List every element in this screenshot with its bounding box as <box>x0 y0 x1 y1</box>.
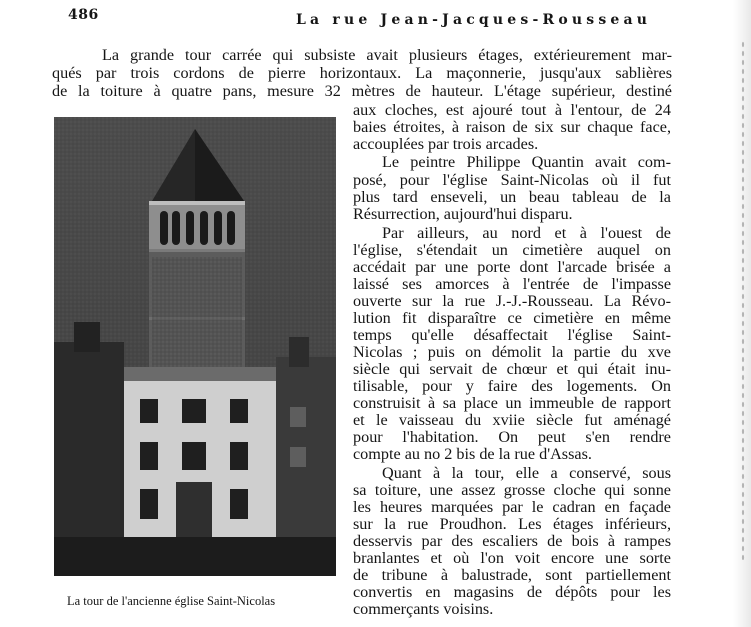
text-line: sa toiture, une assez grosse cloche qui sonne <box>353 481 671 499</box>
text-line: aux cloches, est ajouré tout à l'entour, de 24 <box>353 101 671 119</box>
text-line: posé, pour l'église Saint-Nicolas où il fut <box>353 171 671 189</box>
text-line: laissé ses amorces à l'entrée de l'impasse <box>353 275 671 293</box>
text-line: qués par trois cordons de pierre horizontaux. La maçonnerie, jusqu'aux sablières <box>52 64 672 82</box>
text-line: de la toiture à quatre pans, mesure 32 mètres de hauteur. L'étage supérieur, destiné <box>52 82 672 100</box>
figure-caption: La tour de l'ancienne église Saint-Nicolas <box>67 594 276 608</box>
text-line: Par ailleurs, au nord et à l'ouest de <box>382 224 671 242</box>
text-line: plus tard enseveli, un beau tableau de la <box>353 188 671 206</box>
scan-noise <box>741 40 745 560</box>
text-line: baies étroites, à raison de six sur chaque face, <box>353 118 671 136</box>
text-line: les heures marquées par le cadran en façade <box>353 498 671 516</box>
text-line: l'église, s'étendait un cimetière auquel on <box>353 241 671 259</box>
text-line: convertis en magasins de dépôts pour les <box>353 583 671 601</box>
text-line: desservis par des escaliers de bois à rampes <box>353 532 671 550</box>
text-line: ouverte sur la rue J.-J.-Rousseau. La Révo- <box>353 292 671 310</box>
text-line: siècle qui servait de chœur et qui était inu- <box>353 360 671 378</box>
text-line: Nicolas ; puis on démolit la partie du xve <box>353 343 671 361</box>
text-line: Quant à la tour, elle a conservé, sous <box>382 464 671 482</box>
text-line: et le vaisseau du xviie siècle fut aménagé <box>353 411 671 429</box>
text-line: Le peintre Philippe Quantin avait com- <box>382 153 671 171</box>
scan-edge <box>733 0 751 627</box>
text-line: temps qu'elle désaffectait l'église Saint- <box>353 326 671 344</box>
text-line: sur la rue Proudhon. Les étages inférieurs, <box>353 515 671 533</box>
text-line: compte au no 2 bis de la rue d'Assas. <box>353 445 592 463</box>
text-line: de tribune à balustrade, sont partiellement <box>353 566 671 584</box>
text-line: construisit à sa place un immeuble de rapport <box>353 394 671 412</box>
tower-photograph <box>54 117 336 576</box>
text-line: La grande tour carrée qui subsiste avait plusieurs étages, extérieurement mar- <box>102 46 672 64</box>
text-line: accouplées par trois arcades. <box>353 135 539 153</box>
text-line: accédait par une porte dont l'arcade brisée a <box>353 258 671 276</box>
text-line: branlantes et où l'on voit encore une sorte <box>353 549 671 567</box>
text-line: lution fit disparaître ce cimetière en même <box>353 309 671 327</box>
running-head: La rue Jean-Jacques-Rousseau <box>296 12 652 28</box>
text-line: tilisable, pour y faire des logements. On <box>353 377 671 395</box>
page-number: 486 <box>68 7 99 23</box>
text-line: pour l'habitation. On peut s'en rendre <box>353 428 671 446</box>
text-line: Résurrection, aujourd'hui disparu. <box>353 205 573 223</box>
text-line: commerçants voisins. <box>353 600 494 618</box>
